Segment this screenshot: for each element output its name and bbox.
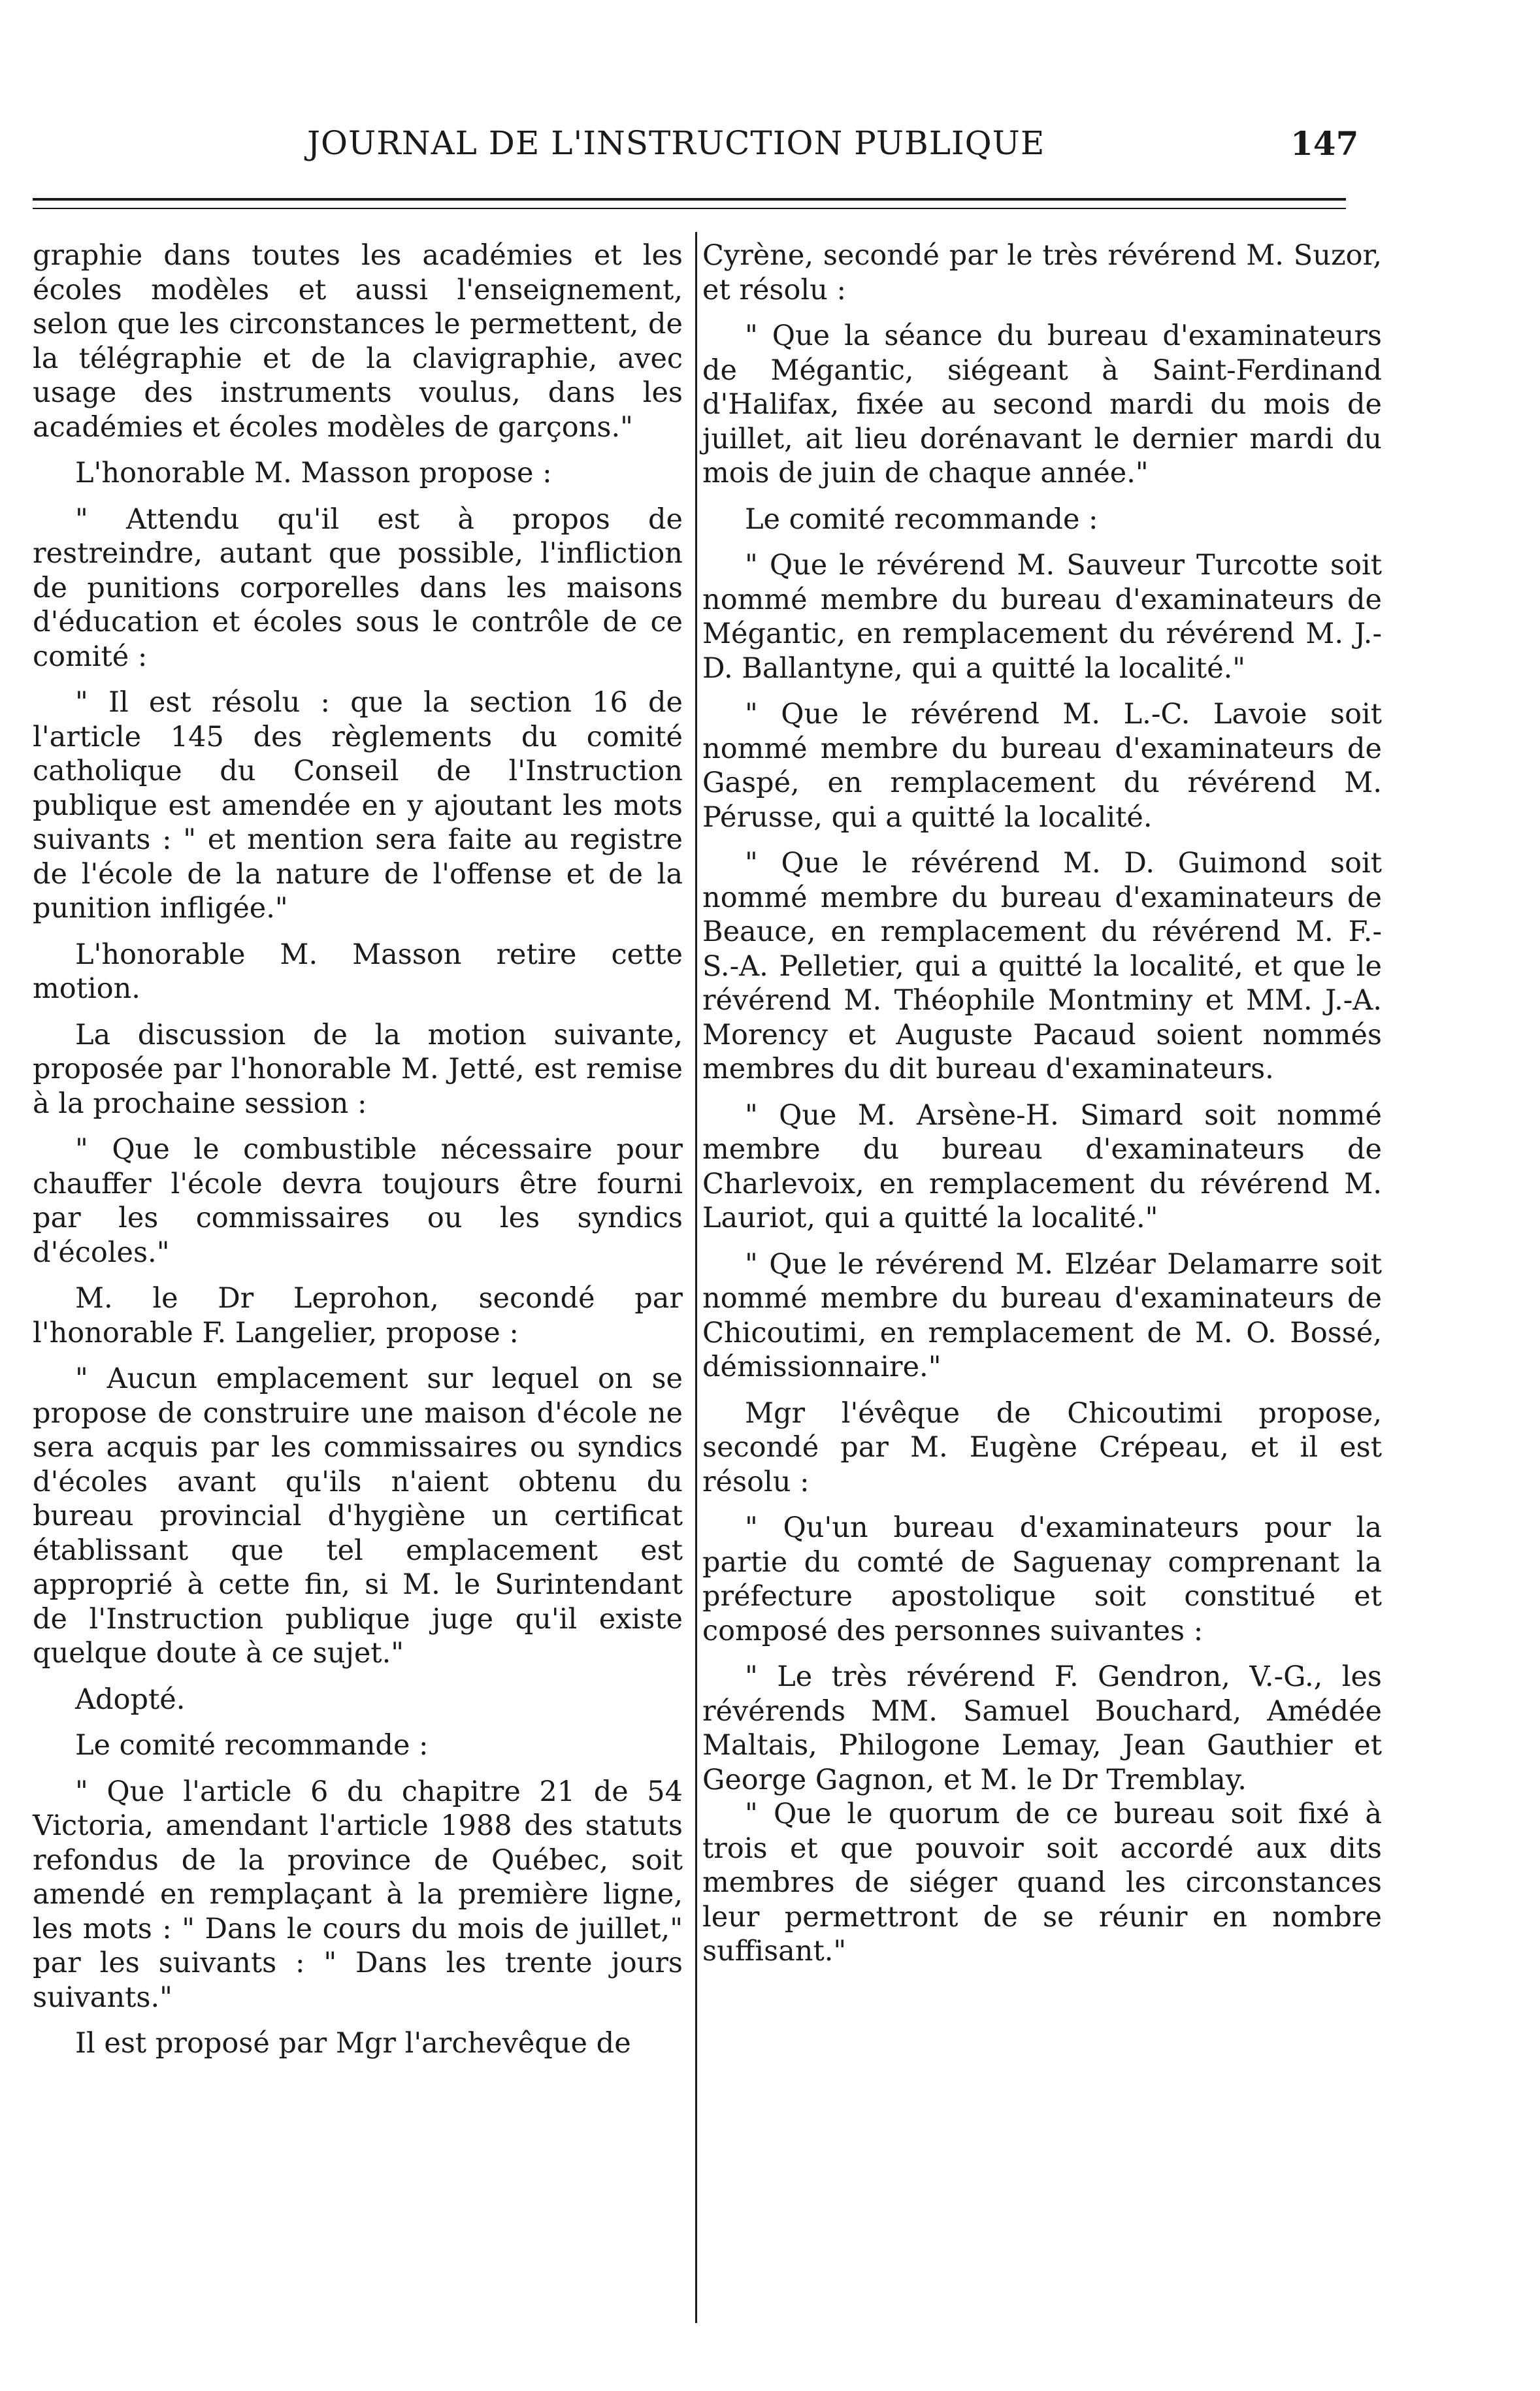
- paragraph: graphie dans toutes les académies et les écoles modèles et aussi l'enseignement, selon que les circonstances le permettent, de la télégraphie et de la clavigraphie, avec usage des instruments voulus, dans les académies et écoles modèles de garçons.": [33, 239, 683, 444]
- paragraph: " Que le révérend M. L.-C. Lavoie soit nommé membre du bureau d'examinateurs de Gaspé, en remplacement du révérend M. Pérusse, qui a quitté la localité.: [702, 698, 1382, 834]
- paragraph: " Que le quorum de ce bureau soit fixé à trois et que pouvoir soit accordé aux dits membres de siéger quand les circonstances leur permettront de se réunir en nombre suffisant.": [702, 1798, 1382, 1968]
- paragraph: " Qu'un bureau d'examinateurs pour la partie du comté de Saguenay comprenant la préfecture apostolique soit constitué et composé des personnes suivantes :: [702, 1511, 1382, 1647]
- column-divider: [695, 232, 697, 2323]
- paragraph: Le comité recommande :: [75, 1729, 429, 1762]
- header-rule-thin: [33, 208, 1346, 209]
- header-rule-thick: [33, 198, 1346, 201]
- paragraph: " Que le combustible nécessaire pour chauffer l'école devra toujours être fourni par les commissaires ou les syndics d'écoles.": [33, 1133, 683, 1269]
- running-title: JOURNAL DE L'INSTRUCTION PUBLIQUE: [307, 124, 1045, 162]
- left-column: [33, 239, 683, 2073]
- paragraph: La discussion de la motion suivante, proposée par l'honorable M. Jetté, est remise à la prochaine session :: [33, 1018, 683, 1120]
- right-column: [702, 239, 1382, 1981]
- paragraph: " Le très révérend F. Gendron, V.-G., les révérends MM. Samuel Bouchard, Amédée Maltais, Philogone Lemay, Jean Gauthier et George Gagnon, et M. le Dr Tremblay.: [702, 1660, 1382, 1796]
- paragraph: L'honorable M. Masson retire cette motion.: [33, 938, 683, 1005]
- paragraph: " Attendu qu'il est à propos de restreindre, autant que possible, l'infliction de punitions corporelles dans les maisons d'éducation et écoles sous le contrôle de ce comité :: [33, 503, 683, 673]
- page-number: 147: [1290, 124, 1359, 163]
- paragraph: " Il est résolu : que la section 16 de l'article 145 des règlements du comité catholique du Conseil de l'Instruction publique est amendée en y ajoutant les mots suivants : " et mention sera faite au registre de l'école de la nature de l'offense et de la punition infligée.": [33, 686, 683, 925]
- paragraph: " Que l'article 6 du chapitre 21 de 54 Victoria, amendant l'article 1988 des statuts refondus de la province de Québec, soit amendé en remplaçant à la première ligne, les mots : " Dans le cours du mois de juillet," par les suivants : " Dans les trente jours suivants.": [33, 1775, 683, 2014]
- paragraph: Cyrène, secondé par le très révérend M. Suzor, et résolu :: [702, 239, 1382, 306]
- paragraph: " Que le révérend M. Elzéar Delamarre soit nommé membre du bureau d'examinateurs de Chicoutimi, en remplacement de M. O. Bossé, démissionnaire.": [702, 1247, 1382, 1383]
- paragraph: " Que M. Arsène-H. Simard soit nommé membre du bureau d'examinateurs de Charlevoix, en remplacement du révérend M. Lauriot, qui a quitté la localité.": [702, 1098, 1382, 1234]
- paragraph: Adopté.: [75, 1683, 186, 1716]
- paragraph: Il est proposé par Mgr l'archevêque de: [75, 2027, 631, 2060]
- paragraph: " Aucun emplacement sur lequel on se propose de construire une maison d'école ne sera acquis par les commissaires ou syndics d'écoles avant qu'ils n'aient obtenu du bureau provincial d'hygiène un certificat établissant que tel emplacement est approprié à cette fin, si M. le Surintendant de l'Instruction publique juge qu'il existe quelque doute à ce sujet.": [33, 1362, 683, 1670]
- paragraph: " Que la séance du bureau d'examinateurs de Mégantic, siégeant à Saint-Ferdinand d'Halifax, fixée au second mardi du mois de juillet, ait lieu dorénavant le dernier mardi du mois de juin de chaque année.": [702, 320, 1382, 489]
- paragraph: " Que le révérend M. D. Guimond soit nommé membre du bureau d'examinateurs de Beauce, en remplacement du révérend M. F.-S.-A. Pelletier, qui a quitté la localité, et que le révérend M. Théophile Montminy et MM. J.-A. Morency et Auguste Pacaud soient nommés membres du dit bureau d'examinateurs.: [702, 847, 1382, 1085]
- paragraph: Le comité recommande :: [745, 503, 1098, 536]
- paragraph: M. le Dr Leprohon, secondé par l'honorable F. Langelier, propose :: [33, 1282, 683, 1349]
- paragraph: Mgr l'évêque de Chicoutimi propose, secondé par M. Eugène Crépeau, et il est résolu :: [702, 1396, 1382, 1498]
- paragraph: " Que le révérend M. Sauveur Turcotte soit nommé membre du bureau d'examinateurs de Mégantic, en remplacement du révérend M. J.-D. Ballantyne, qui a quitté la localité.": [702, 549, 1382, 685]
- paragraph: L'honorable M. Masson propose :: [75, 457, 552, 489]
